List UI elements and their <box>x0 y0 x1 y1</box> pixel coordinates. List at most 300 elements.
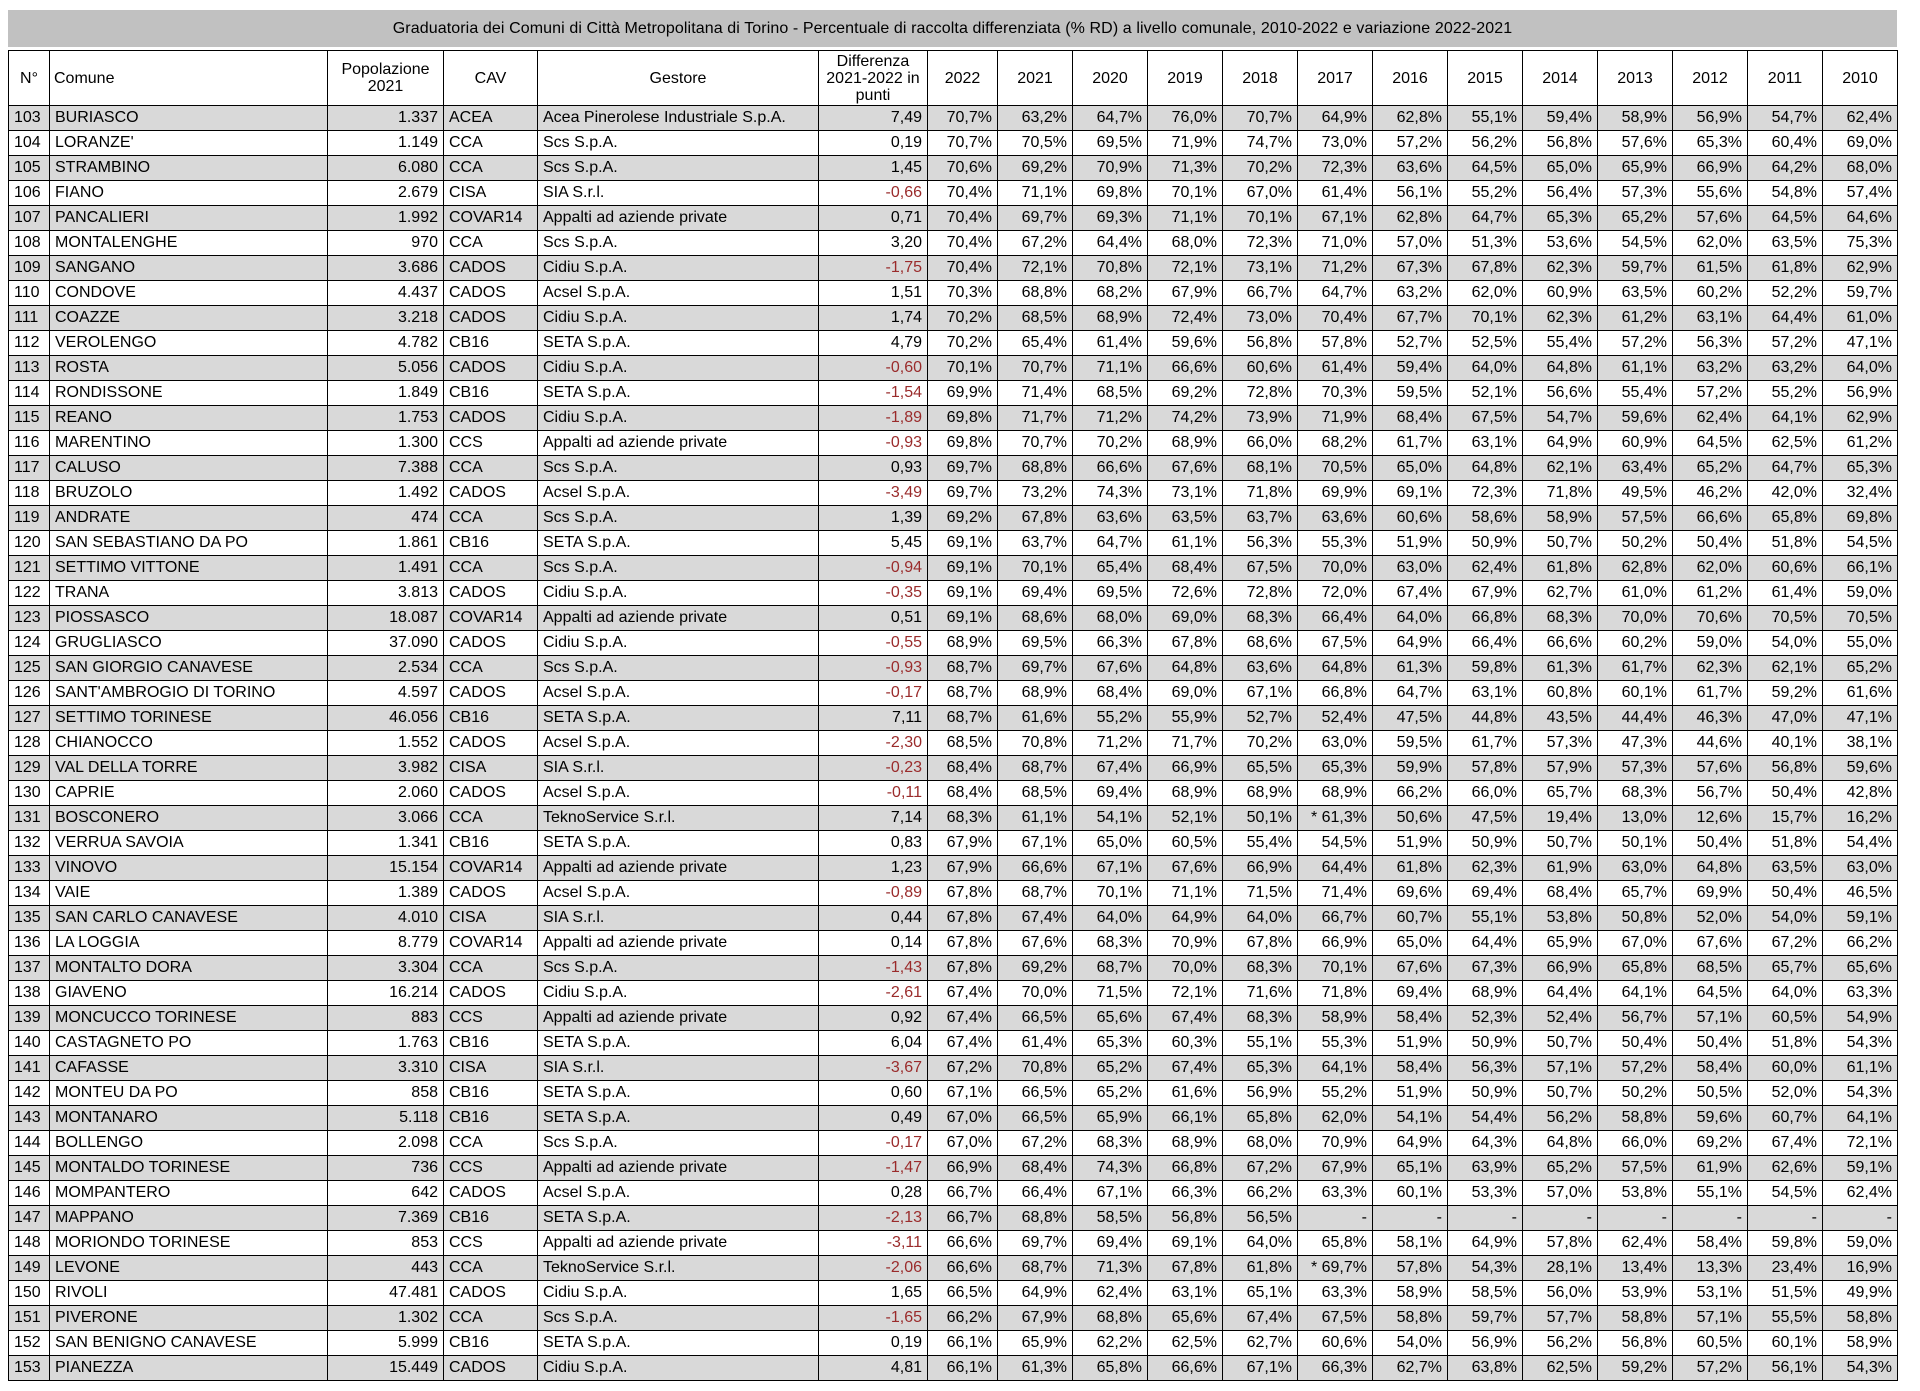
cell-2017: 71,2% <box>1298 256 1373 281</box>
cell-2018: 52,7% <box>1223 706 1298 731</box>
cell-2017: 65,3% <box>1298 756 1373 781</box>
cell-2020: 65,2% <box>1073 1056 1148 1081</box>
cell-popolazione-2021: 1.337 <box>328 106 444 131</box>
cell-2017: 71,8% <box>1298 981 1373 1006</box>
cell-2013: 60,2% <box>1598 631 1673 656</box>
cell-2011: 54,0% <box>1748 906 1823 931</box>
cell-2016: 63,0% <box>1373 556 1448 581</box>
cell-comune: BOSCONERO <box>50 806 328 831</box>
cell-cav: CCS <box>444 431 538 456</box>
cell-2019: 68,9% <box>1148 431 1223 456</box>
cell-2019: 60,5% <box>1148 831 1223 856</box>
cell-2022: 68,7% <box>928 706 998 731</box>
cell-2010: 54,3% <box>1823 1081 1898 1106</box>
table-row <box>9 1056 1898 1081</box>
cell-comune: SETTIMO VITTONE <box>50 556 328 581</box>
cell-2020: 55,2% <box>1073 706 1148 731</box>
cell-2013: 59,2% <box>1598 1356 1673 1381</box>
table-row <box>9 1356 1898 1381</box>
cell-n: 127 <box>9 706 50 731</box>
cell-2012: 55,6% <box>1673 181 1748 206</box>
cell-gestore: Appalti ad aziende private <box>538 1006 819 1031</box>
cell-2018: 61,8% <box>1223 1256 1298 1281</box>
cell-2021: 66,5% <box>998 1006 1073 1031</box>
cell-2015: 59,8% <box>1448 656 1523 681</box>
cell-n: 106 <box>9 181 50 206</box>
cell-2015: 63,8% <box>1448 1356 1523 1381</box>
table-row <box>9 356 1898 381</box>
cell-2022: 68,9% <box>928 631 998 656</box>
cell-2012: 61,7% <box>1673 681 1748 706</box>
cell-2022: 66,1% <box>928 1331 998 1356</box>
table-row <box>9 406 1898 431</box>
cell-2015: 64,4% <box>1448 931 1523 956</box>
cell-2017: 72,0% <box>1298 581 1373 606</box>
cell-comune: SAN GIORGIO CANAVESE <box>50 656 328 681</box>
table-row <box>9 131 1898 156</box>
cell-2013: 57,2% <box>1598 331 1673 356</box>
table-row <box>9 931 1898 956</box>
cell-2021: 61,1% <box>998 806 1073 831</box>
cell-n: 110 <box>9 281 50 306</box>
cell-differenza-2021-2022-in-punti: -2,06 <box>819 1256 928 1281</box>
cell-differenza-2021-2022-in-punti: 7,14 <box>819 806 928 831</box>
cell-2013: 59,6% <box>1598 406 1673 431</box>
cell-2020: 70,9% <box>1073 156 1148 181</box>
cell-2018: 50,1% <box>1223 806 1298 831</box>
table-row <box>9 106 1898 131</box>
cell-2010: 72,1% <box>1823 1131 1898 1156</box>
cell-2022: 67,9% <box>928 831 998 856</box>
cell-2018: 66,9% <box>1223 856 1298 881</box>
cell-2017: 71,9% <box>1298 406 1373 431</box>
cell-2017: 61,4% <box>1298 356 1373 381</box>
cell-popolazione-2021: 642 <box>328 1181 444 1206</box>
cell-n: 133 <box>9 856 50 881</box>
cell-2016: 60,7% <box>1373 906 1448 931</box>
cell-popolazione-2021: 1.861 <box>328 531 444 556</box>
cell-n: 150 <box>9 1281 50 1306</box>
cell-gestore: Acsel S.p.A. <box>538 781 819 806</box>
cell-2010: 62,9% <box>1823 256 1898 281</box>
cell-popolazione-2021: 47.481 <box>328 1281 444 1306</box>
cell-2022: 68,7% <box>928 656 998 681</box>
cell-2014: 50,7% <box>1523 1031 1598 1056</box>
cell-2020: 74,3% <box>1073 1156 1148 1181</box>
cell-comune: CALUSO <box>50 456 328 481</box>
cell-2019: 68,9% <box>1148 781 1223 806</box>
cell-2010: 69,0% <box>1823 131 1898 156</box>
cell-2017: 70,4% <box>1298 306 1373 331</box>
cell-n: 113 <box>9 356 50 381</box>
cell-2022: 67,4% <box>928 1031 998 1056</box>
table-row <box>9 231 1898 256</box>
cell-2022: 70,4% <box>928 256 998 281</box>
cell-2012: 64,8% <box>1673 856 1748 881</box>
cell-gestore: SETA S.p.A. <box>538 1031 819 1056</box>
cell-2015: 54,4% <box>1448 1106 1523 1131</box>
cell-popolazione-2021: 1.389 <box>328 881 444 906</box>
cell-2017: 68,9% <box>1298 781 1373 806</box>
cell-comune: SANT'AMBROGIO DI TORINO <box>50 681 328 706</box>
cell-comune: COAZZE <box>50 306 328 331</box>
cell-2013: 67,0% <box>1598 931 1673 956</box>
cell-2012: 12,6% <box>1673 806 1748 831</box>
cell-2022: 66,2% <box>928 1306 998 1331</box>
table-row <box>9 1031 1898 1056</box>
cell-cav: CB16 <box>444 1106 538 1131</box>
cell-2012: 58,4% <box>1673 1231 1748 1256</box>
cell-differenza-2021-2022-in-punti: -0,55 <box>819 631 928 656</box>
cell-2022: 70,7% <box>928 131 998 156</box>
cell-gestore: SETA S.p.A. <box>538 531 819 556</box>
table-row <box>9 481 1898 506</box>
cell-comune: CONDOVE <box>50 281 328 306</box>
cell-popolazione-2021: 858 <box>328 1081 444 1106</box>
cell-2017: * 61,3% <box>1298 806 1373 831</box>
cell-2019: 74,2% <box>1148 406 1223 431</box>
cell-2014: 57,9% <box>1523 756 1598 781</box>
cell-2022: 70,4% <box>928 231 998 256</box>
cell-2019: 71,3% <box>1148 156 1223 181</box>
cell-2011: 51,5% <box>1748 1281 1823 1306</box>
cell-popolazione-2021: 1.302 <box>328 1306 444 1331</box>
cell-2010: 54,3% <box>1823 1031 1898 1056</box>
cell-comune: MONTALENGHE <box>50 231 328 256</box>
cell-2011: 23,4% <box>1748 1256 1823 1281</box>
column-header-n: N° <box>9 51 50 106</box>
cell-2017: 63,0% <box>1298 731 1373 756</box>
cell-popolazione-2021: 3.686 <box>328 256 444 281</box>
cell-2013: 63,5% <box>1598 281 1673 306</box>
cell-2018: 66,0% <box>1223 431 1298 456</box>
cell-2014: 28,1% <box>1523 1256 1598 1281</box>
cell-2020: 68,5% <box>1073 381 1148 406</box>
cell-2015: 52,3% <box>1448 1006 1523 1031</box>
cell-2020: 65,6% <box>1073 1006 1148 1031</box>
cell-2022: 69,8% <box>928 406 998 431</box>
cell-2021: 70,7% <box>998 356 1073 381</box>
cell-2011: 64,4% <box>1748 306 1823 331</box>
cell-2010: 54,4% <box>1823 831 1898 856</box>
cell-2014: 56,2% <box>1523 1331 1598 1356</box>
cell-2011: 15,7% <box>1748 806 1823 831</box>
cell-2022: 67,0% <box>928 1131 998 1156</box>
cell-cav: CCS <box>444 1231 538 1256</box>
cell-2013: 58,8% <box>1598 1106 1673 1131</box>
cell-cav: CCA <box>444 506 538 531</box>
cell-cav: CCS <box>444 1156 538 1181</box>
cell-gestore: Scs S.p.A. <box>538 231 819 256</box>
cell-popolazione-2021: 2.098 <box>328 1131 444 1156</box>
table-row <box>9 281 1898 306</box>
cell-2010: 69,8% <box>1823 506 1898 531</box>
cell-n: 151 <box>9 1306 50 1331</box>
cell-n: 140 <box>9 1031 50 1056</box>
cell-popolazione-2021: 7.369 <box>328 1206 444 1231</box>
cell-comune: LORANZE' <box>50 131 328 156</box>
cell-2013: 62,4% <box>1598 1231 1673 1256</box>
cell-2011: 51,8% <box>1748 831 1823 856</box>
cell-2017: * 69,7% <box>1298 1256 1373 1281</box>
cell-differenza-2021-2022-in-punti: 0,93 <box>819 456 928 481</box>
cell-2018: 68,1% <box>1223 456 1298 481</box>
cell-n: 112 <box>9 331 50 356</box>
cell-2017: 55,2% <box>1298 1081 1373 1106</box>
cell-2022: 69,1% <box>928 606 998 631</box>
cell-2010: 65,6% <box>1823 956 1898 981</box>
cell-cav: CB16 <box>444 831 538 856</box>
cell-2022: 66,6% <box>928 1256 998 1281</box>
cell-2019: 61,6% <box>1148 1081 1223 1106</box>
cell-2020: 74,3% <box>1073 481 1148 506</box>
cell-2016: 67,3% <box>1373 256 1448 281</box>
cell-2010: 47,1% <box>1823 706 1898 731</box>
cell-2021: 69,4% <box>998 581 1073 606</box>
cell-cav: CISA <box>444 181 538 206</box>
cell-2021: 68,8% <box>998 281 1073 306</box>
header-row <box>9 51 1898 106</box>
cell-2022: 67,9% <box>928 856 998 881</box>
cell-2016: 64,7% <box>1373 681 1448 706</box>
cell-popolazione-2021: 3.066 <box>328 806 444 831</box>
cell-2022: 68,4% <box>928 756 998 781</box>
cell-n: 131 <box>9 806 50 831</box>
cell-2010: 64,1% <box>1823 1106 1898 1131</box>
cell-2010: 62,9% <box>1823 406 1898 431</box>
cell-popolazione-2021: 4.010 <box>328 906 444 931</box>
cell-2012: 50,4% <box>1673 531 1748 556</box>
cell-2012: 55,1% <box>1673 1181 1748 1206</box>
cell-2012: 62,4% <box>1673 406 1748 431</box>
cell-2015: 61,7% <box>1448 731 1523 756</box>
cell-2018: 68,3% <box>1223 606 1298 631</box>
cell-n: 147 <box>9 1206 50 1231</box>
cell-2011: 59,8% <box>1748 1231 1823 1256</box>
column-header-gestore: Gestore <box>538 51 819 106</box>
cell-cav: COVAR14 <box>444 206 538 231</box>
cell-2022: 70,2% <box>928 331 998 356</box>
cell-2017: 66,9% <box>1298 931 1373 956</box>
cell-2014: 65,0% <box>1523 156 1598 181</box>
cell-cav: CCA <box>444 956 538 981</box>
cell-differenza-2021-2022-in-punti: -3,11 <box>819 1231 928 1256</box>
cell-gestore: SETA S.p.A. <box>538 706 819 731</box>
cell-comune: VAIE <box>50 881 328 906</box>
table-row <box>9 331 1898 356</box>
cell-2012: 57,1% <box>1673 1006 1748 1031</box>
cell-gestore: Cidiu S.p.A. <box>538 306 819 331</box>
cell-2012: 62,3% <box>1673 656 1748 681</box>
cell-2011: 62,6% <box>1748 1156 1823 1181</box>
cell-2013: 57,6% <box>1598 131 1673 156</box>
cell-n: 123 <box>9 606 50 631</box>
cell-2013: 57,5% <box>1598 1156 1673 1181</box>
cell-2021: 64,9% <box>998 1281 1073 1306</box>
cell-cav: CB16 <box>444 381 538 406</box>
cell-2018: 64,0% <box>1223 906 1298 931</box>
cell-differenza-2021-2022-in-punti: -0,35 <box>819 581 928 606</box>
table-row <box>9 431 1898 456</box>
cell-2019: 70,0% <box>1148 956 1223 981</box>
cell-gestore: SIA S.r.l. <box>538 906 819 931</box>
cell-cav: CB16 <box>444 1331 538 1356</box>
cell-2016: 58,9% <box>1373 1281 1448 1306</box>
cell-comune: MOMPANTERO <box>50 1181 328 1206</box>
cell-cav: CB16 <box>444 1206 538 1231</box>
cell-2018: 65,1% <box>1223 1281 1298 1306</box>
cell-2015: 64,5% <box>1448 156 1523 181</box>
cell-2020: 65,2% <box>1073 1081 1148 1106</box>
cell-2014: 57,0% <box>1523 1181 1598 1206</box>
cell-2014: 53,6% <box>1523 231 1598 256</box>
cell-2020: 64,7% <box>1073 106 1148 131</box>
cell-2015: 66,4% <box>1448 631 1523 656</box>
cell-n: 118 <box>9 481 50 506</box>
rd-ranking-table <box>8 50 1898 1381</box>
cell-differenza-2021-2022-in-punti: 4,79 <box>819 331 928 356</box>
cell-gestore: Appalti ad aziende private <box>538 206 819 231</box>
cell-differenza-2021-2022-in-punti: 5,45 <box>819 531 928 556</box>
cell-2021: 69,7% <box>998 1231 1073 1256</box>
cell-popolazione-2021: 2.534 <box>328 656 444 681</box>
cell-2020: 63,6% <box>1073 506 1148 531</box>
cell-differenza-2021-2022-in-punti: -0,94 <box>819 556 928 581</box>
cell-2015: 44,8% <box>1448 706 1523 731</box>
cell-2016: 52,7% <box>1373 331 1448 356</box>
cell-2014: 62,3% <box>1523 306 1598 331</box>
cell-2014: - <box>1523 1206 1598 1231</box>
cell-popolazione-2021: 2.679 <box>328 181 444 206</box>
cell-2020: 67,1% <box>1073 1181 1148 1206</box>
cell-2013: 56,7% <box>1598 1006 1673 1031</box>
cell-2011: 64,5% <box>1748 206 1823 231</box>
cell-2012: 56,9% <box>1673 106 1748 131</box>
cell-2012: 61,5% <box>1673 256 1748 281</box>
cell-cav: CCA <box>444 1131 538 1156</box>
cell-gestore: Scs S.p.A. <box>538 1131 819 1156</box>
cell-2018: 66,7% <box>1223 281 1298 306</box>
cell-2011: 63,5% <box>1748 856 1823 881</box>
cell-gestore: Scs S.p.A. <box>538 556 819 581</box>
cell-gestore: Cidiu S.p.A. <box>538 981 819 1006</box>
column-header-2022: 2022 <box>928 51 998 106</box>
cell-2022: 66,1% <box>928 1356 998 1381</box>
cell-2012: 13,3% <box>1673 1256 1748 1281</box>
cell-2022: 70,4% <box>928 206 998 231</box>
cell-2014: 62,7% <box>1523 581 1598 606</box>
cell-2021: 68,4% <box>998 1156 1073 1181</box>
cell-2011: 61,8% <box>1748 256 1823 281</box>
cell-comune: LA LOGGIA <box>50 931 328 956</box>
cell-popolazione-2021: 3.310 <box>328 1056 444 1081</box>
cell-2019: 66,8% <box>1148 1156 1223 1181</box>
cell-2021: 61,4% <box>998 1031 1073 1056</box>
cell-cav: CADOS <box>444 406 538 431</box>
table-row <box>9 1306 1898 1331</box>
cell-2020: 68,7% <box>1073 956 1148 981</box>
cell-2015: 72,3% <box>1448 481 1523 506</box>
table-row <box>9 556 1898 581</box>
column-header-2021: 2021 <box>998 51 1073 106</box>
cell-2012: 59,6% <box>1673 1106 1748 1131</box>
cell-2010: 56,9% <box>1823 381 1898 406</box>
cell-cav: CB16 <box>444 1081 538 1106</box>
cell-2013: 13,4% <box>1598 1256 1673 1281</box>
cell-comune: TRANA <box>50 581 328 606</box>
cell-2022: 67,4% <box>928 981 998 1006</box>
cell-differenza-2021-2022-in-punti: -1,89 <box>819 406 928 431</box>
cell-2014: 54,7% <box>1523 406 1598 431</box>
cell-differenza-2021-2022-in-punti: -3,49 <box>819 481 928 506</box>
cell-gestore: Acea Pinerolese Industriale S.p.A. <box>538 106 819 131</box>
cell-cav: CADOS <box>444 481 538 506</box>
cell-popolazione-2021: 8.779 <box>328 931 444 956</box>
cell-2016: 69,6% <box>1373 881 1448 906</box>
cell-2015: 51,3% <box>1448 231 1523 256</box>
cell-2015: 50,9% <box>1448 531 1523 556</box>
cell-popolazione-2021: 16.214 <box>328 981 444 1006</box>
cell-popolazione-2021: 6.080 <box>328 156 444 181</box>
cell-2020: 65,8% <box>1073 1356 1148 1381</box>
cell-2015: 56,3% <box>1448 1056 1523 1081</box>
cell-2010: 61,6% <box>1823 681 1898 706</box>
cell-2016: 59,9% <box>1373 756 1448 781</box>
cell-2015: 56,9% <box>1448 1331 1523 1356</box>
cell-2021: 72,1% <box>998 256 1073 281</box>
cell-gestore: Acsel S.p.A. <box>538 281 819 306</box>
table-row <box>9 456 1898 481</box>
cell-2021: 70,8% <box>998 731 1073 756</box>
cell-2020: 68,2% <box>1073 281 1148 306</box>
cell-n: 130 <box>9 781 50 806</box>
cell-2010: 58,8% <box>1823 1306 1898 1331</box>
cell-2020: 69,5% <box>1073 131 1148 156</box>
cell-2016: 57,2% <box>1373 131 1448 156</box>
cell-2021: 68,8% <box>998 456 1073 481</box>
cell-2017: 57,8% <box>1298 331 1373 356</box>
cell-cav: CADOS <box>444 981 538 1006</box>
cell-differenza-2021-2022-in-punti: 1,23 <box>819 856 928 881</box>
cell-2015: 66,0% <box>1448 781 1523 806</box>
cell-comune: MONTEU DA PO <box>50 1081 328 1106</box>
cell-2010: 59,0% <box>1823 581 1898 606</box>
page-title: Graduatoria dei Comuni di Città Metropolitana di Torino - Percentuale di raccolta differenziata (% RD) a livello comunale, 2010-2022 e variazione 2022-2021 <box>8 10 1897 47</box>
table-row <box>9 881 1898 906</box>
cell-differenza-2021-2022-in-punti: 1,39 <box>819 506 928 531</box>
cell-popolazione-2021: 1.992 <box>328 206 444 231</box>
cell-2013: 60,9% <box>1598 431 1673 456</box>
cell-gestore: Cidiu S.p.A. <box>538 256 819 281</box>
cell-2013: 47,3% <box>1598 731 1673 756</box>
cell-2020: 68,8% <box>1073 1306 1148 1331</box>
cell-cav: COVAR14 <box>444 931 538 956</box>
cell-differenza-2021-2022-in-punti: -1,43 <box>819 956 928 981</box>
cell-2019: 64,8% <box>1148 656 1223 681</box>
cell-2019: 66,6% <box>1148 356 1223 381</box>
cell-2013: 65,2% <box>1598 206 1673 231</box>
cell-2020: 68,0% <box>1073 606 1148 631</box>
table-row <box>9 1181 1898 1206</box>
cell-2010: 46,5% <box>1823 881 1898 906</box>
cell-2014: 64,4% <box>1523 981 1598 1006</box>
cell-2013: 58,8% <box>1598 1306 1673 1331</box>
cell-2020: 71,1% <box>1073 356 1148 381</box>
cell-2011: 54,5% <box>1748 1181 1823 1206</box>
cell-2021: 70,1% <box>998 556 1073 581</box>
cell-2015: 58,6% <box>1448 506 1523 531</box>
cell-gestore: Cidiu S.p.A. <box>538 631 819 656</box>
